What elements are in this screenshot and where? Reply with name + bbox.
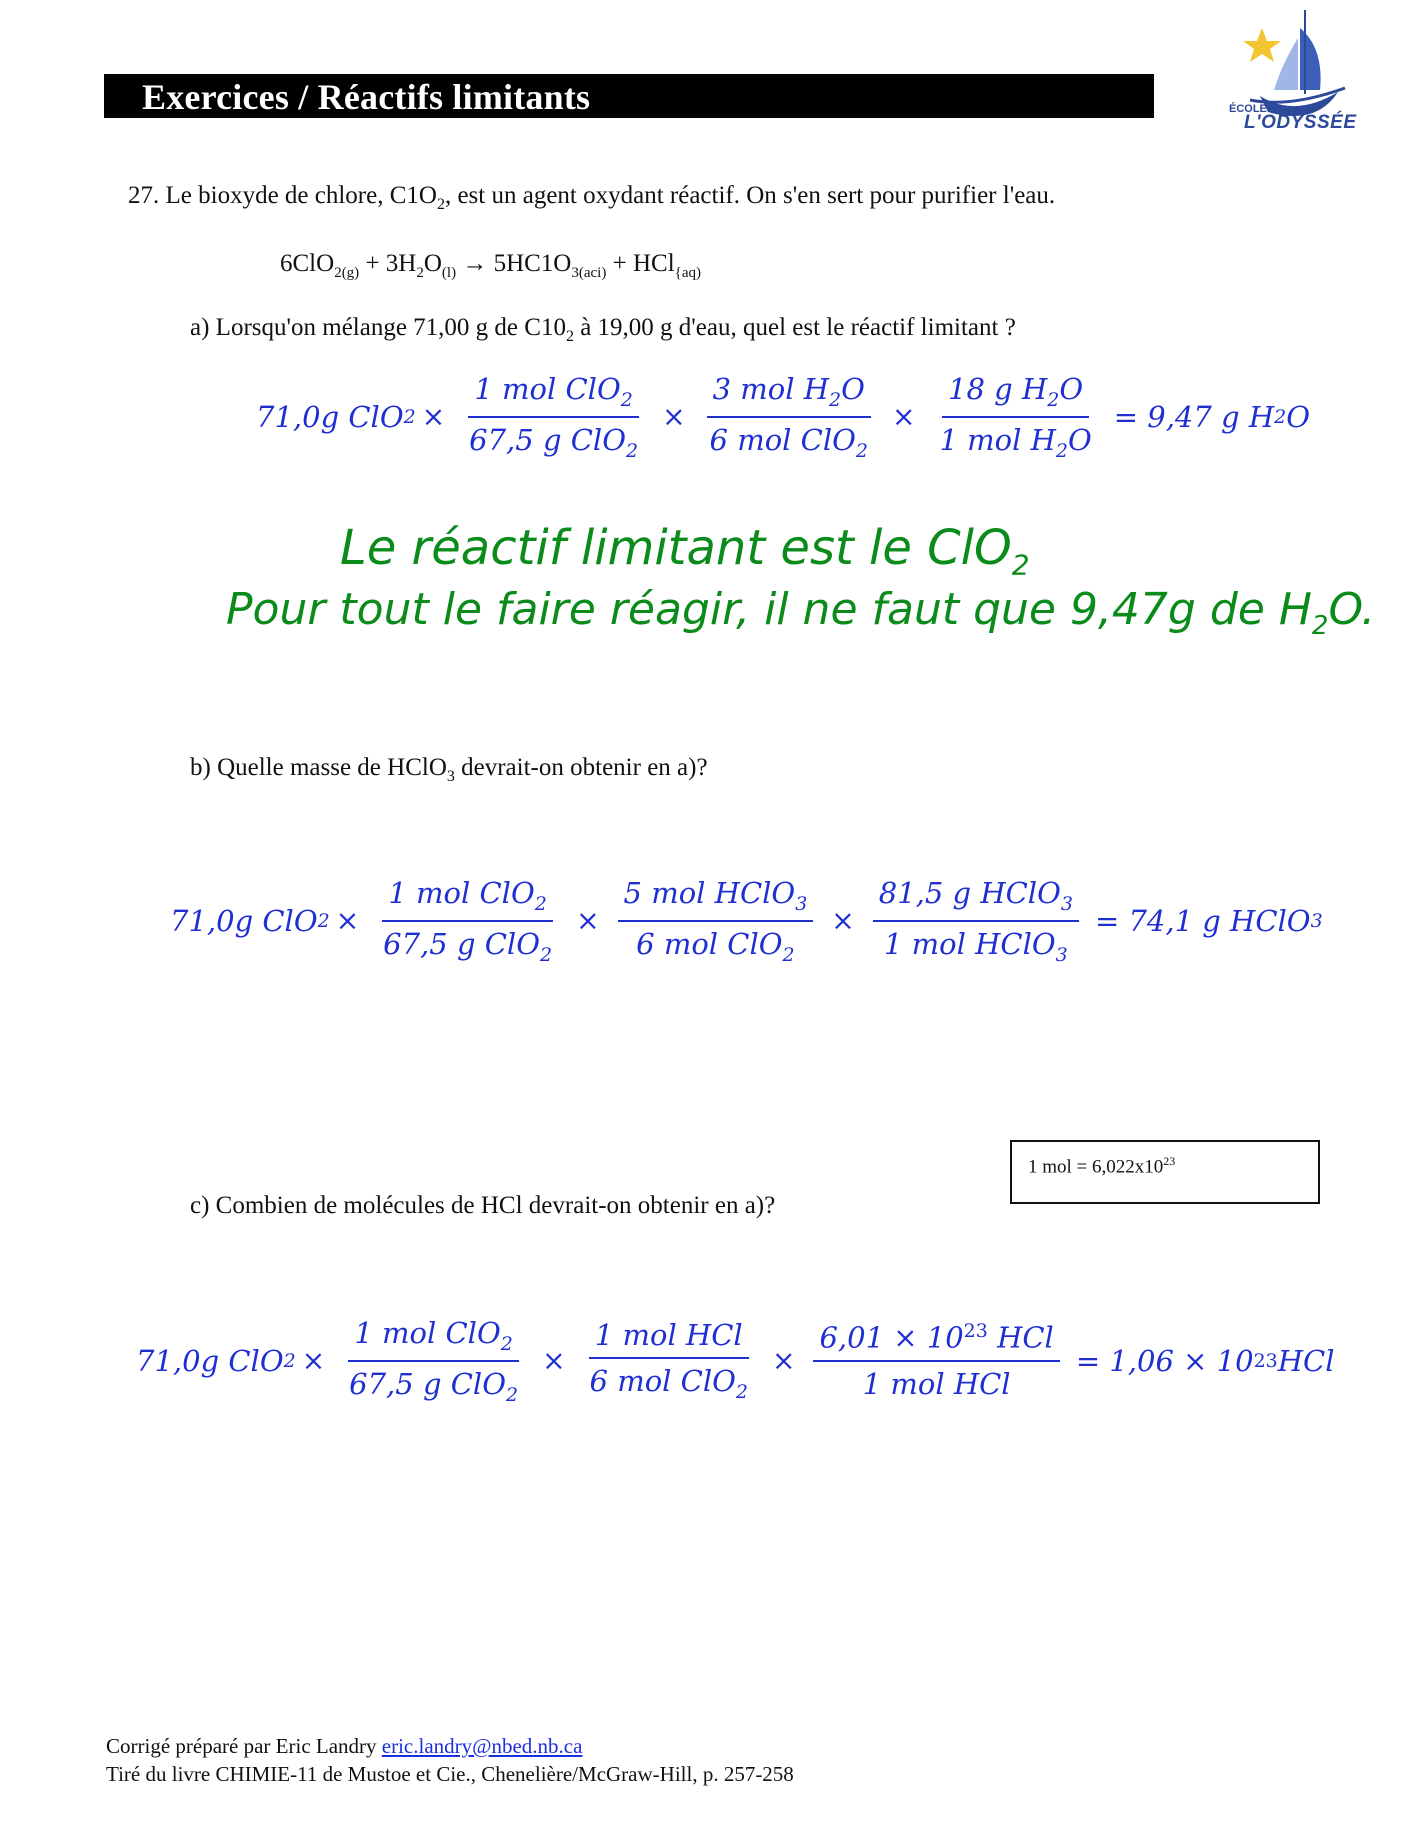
fraction-b1: $\frac{1 mol ClO_2}{67,5 g ClO_2}$ bbox=[383, 876, 553, 966]
fraction-c3: $\frac{6,01 \times 10^{23} HCl}{\text{1 mol HCl}}$ bbox=[813, 1320, 1059, 1401]
page-title: Exercices / Réactifs limitants bbox=[142, 77, 591, 117]
avogadro-text: 1 mol = $6,022x10^{23}$ bbox=[1028, 1154, 1176, 1178]
fraction-b2: $\frac{5 mol HClO_3}{6 mol ClO_2}$ bbox=[618, 876, 814, 966]
header-bar bbox=[104, 74, 1154, 118]
calculation-a: 71,0g ClO 2 × $\frac{1 mol ClO_2}{67,5 g ClO_2}$ × $\frac{3 mol H_2O}{6 mol ClO_2}$ × $\frac{18 g H_2O}{1 mol H_2O}$ = 9,47 g H 2 O bbox=[256, 372, 1311, 462]
footer-credit: Corrigé préparé par Eric Landry eric.landry@nbed.nb.ca bbox=[106, 1734, 583, 1758]
question-c: c) Combien de molécules de HCl devrait-on obtenir en a)? bbox=[190, 1192, 776, 1219]
author-email-link[interactable]: eric.landry@nbed.nb.ca bbox=[381, 1734, 583, 1758]
fraction-a1: $\frac{1 mol ClO_2}{67,5 g ClO_2}$ bbox=[469, 372, 639, 462]
question-a: a) Lorsqu'on mélange 71,00 g de $C10_2$ à 19,00 g d'eau, quel est le réactif limitant ? bbox=[190, 314, 1016, 345]
logo-name-text: L'ODYSSÉE bbox=[1244, 112, 1357, 133]
handwritten-answer-line2: Pour tout le faire réagir, il ne faut que 9,47g de $H_2O$. bbox=[226, 584, 1376, 641]
calculation-b: 71,0g ClO 2 × $\frac{1 mol ClO_2}{67,5 g ClO_2}$ × $\frac{5 mol HClO_3}{6 mol ClO_2}$ × $\frac{81,5 g HClO_3}{1 mol HClO_3}$ = 74,1 g HClO 3 bbox=[170, 876, 1323, 966]
fraction-c2: $\frac{\text{1 mol HCl}}{6 mol ClO_2}$ bbox=[589, 1318, 748, 1404]
calculation-c: 71,0g ClO 2 × $\frac{1 mol ClO_2}{67,5 g ClO_2}$ × $\frac{\text{1 mol HCl}}{6 mol ClO_2}$ × $\frac{6,01 \times 10^{23} HCl}{\text{1 mol HCl}}$ = 1,06 × 10 23 HCl bbox=[136, 1316, 1335, 1406]
fraction-a3: $\frac{18 g H_2O}{1 mol H_2O}$ bbox=[939, 372, 1092, 462]
fraction-b3: $\frac{81,5 g HClO_3}{1 mol HClO_3}$ bbox=[873, 876, 1079, 966]
question-intro: 27. Le bioxyde de chlore, $C1O_2$, est un agent oxydant réactif. On s'en sert pour purifier l'eau. bbox=[128, 182, 1056, 213]
fraction-c1: $\frac{1 mol ClO_2}{67,5 g ClO_2}$ bbox=[349, 1316, 519, 1406]
question-b: b) Quelle masse de HClO$_3$ devrait-on obtenir en a)? bbox=[190, 754, 708, 785]
chemical-equation: $6ClO_{2(g)} + 3H_2O_{(l)} \to 5HC1O_{3(aci)} + HCl_{\{aq)}$ bbox=[280, 250, 701, 281]
footer-source: Tiré du livre CHIMIE-11 de Mustoe et Cie., Chenelière/McGraw-Hill, p. 257-258 bbox=[106, 1762, 794, 1786]
logo-ecole-text: ÉCOLE bbox=[1229, 103, 1267, 115]
fraction-a2: $\frac{3 mol H_2O}{6 mol ClO_2}$ bbox=[704, 372, 874, 462]
avogadro-box bbox=[1010, 1140, 1320, 1204]
handwritten-answer-line1: Le réactif limitant est le ClO$_2$ bbox=[340, 520, 1030, 582]
